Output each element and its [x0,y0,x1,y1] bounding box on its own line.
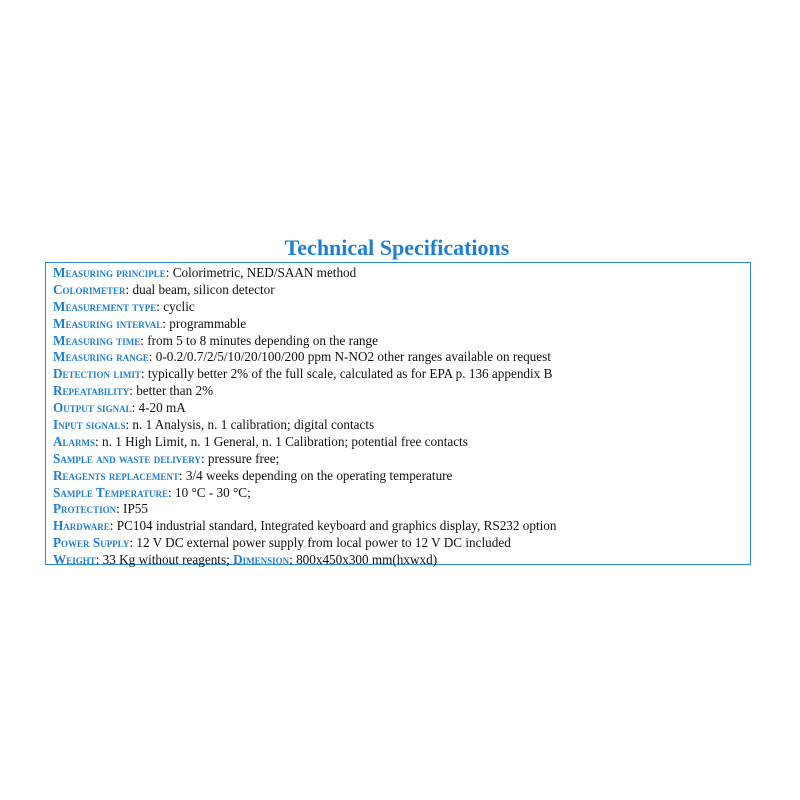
spec-row [53,468,750,485]
spec-label: Measuring range [53,349,149,365]
spec-label: Colorimeter [53,281,126,297]
spec-value: dual beam, silicon detector [132,281,275,297]
spec-value: IP55 [123,501,148,517]
page-title: Technical Specifications [284,235,510,260]
spec-separator: : [129,383,137,399]
spec-row [53,451,750,468]
spec-label: Reagents replacement [53,467,179,483]
spec-value: pressure free; [207,450,280,466]
spec-list [53,265,750,552]
spec-value: 3/4 weeks depending on the operating temperature [185,467,453,483]
spec-row [53,400,750,417]
spec-separator: : [116,501,124,517]
spec-row-weight-dimension [53,552,750,569]
spec-value-weight: 33 Kg without reagents; [102,552,234,568]
spec-separator: : [178,467,186,483]
spec-label: Measuring principle [53,265,166,280]
spec-label: Hardware [53,518,110,534]
spec-label: Alarms [53,433,96,449]
spec-row [53,316,750,333]
spec-separator: : [95,433,102,449]
spec-separator: : [289,552,297,568]
spec-separator: : [156,298,164,314]
spec-separator: : [95,552,103,568]
spec-value: programmable [169,315,247,331]
spec-value: 10 °C - 30 °C; [175,484,251,500]
spec-label: Sample Temperature [53,484,169,500]
spec-row [53,282,750,299]
spec-separator: : [125,281,133,297]
specifications-table [45,262,751,568]
spec-value: 0-0.2/0.7/2/5/10/20/100/200 ppm N-NO2 other ranges available on request [155,349,551,365]
spec-label: Protection [53,501,117,517]
spec-row [53,434,750,451]
spec-separator: : [168,484,175,500]
spec-separator: : [162,315,170,331]
spec-value: Colorimetric, NED/SAAN method [172,265,357,280]
spec-label: Measurement type [53,298,157,314]
spec-value: n. 1 Analysis, n. 1 calibration; digital contacts [132,417,375,433]
spec-value: cyclic [163,298,195,314]
spec-label: Input signals [53,417,126,433]
spec-separator: : [109,518,117,534]
spec-separator: : [125,417,133,433]
spec-value-dimension: 800x450x300 mm(hxwxd) [296,552,438,568]
spec-row [53,383,750,400]
spec-row [53,349,750,366]
spec-separator: : [140,332,148,348]
spec-label-dimension: Dimension [233,552,290,568]
spec-label-weight: Weight [53,552,96,568]
spec-label: Repeatability [53,383,130,399]
spec-row [53,501,750,518]
spec-value: PC104 industrial standard, Integrated keyboard and graphics display, RS232 option [116,518,557,534]
spec-value: typically better 2% of the full scale, calculated as for EPA p. 136 appendix B [147,366,553,382]
spec-label: Power Supply [53,535,130,551]
spec-row [53,518,750,535]
spec-value: better than 2% [136,383,214,399]
spec-row [53,485,750,502]
spec-separator: : [140,366,148,382]
spec-separator: : [129,535,137,551]
spec-separator: : [165,265,173,280]
spec-row [53,535,750,552]
spec-label: Output signal [53,400,132,416]
spec-row [53,417,750,434]
spec-label: Measuring interval [53,315,163,331]
spec-value: n. 1 High Limit, n. 1 General, n. 1 Calibration; potential free contacts [102,433,468,449]
spec-row [53,265,750,282]
spec-row [53,299,750,316]
spec-label: Detection limit [53,366,141,382]
spec-row [53,366,750,383]
spec-separator: : [131,400,139,416]
spec-separator: : [148,349,156,365]
spec-value: 12 V DC external power supply from local power to 12 V DC included [136,535,511,551]
spec-separator: : [200,450,208,466]
spec-row [53,333,750,350]
spec-label: Sample and waste delivery [53,450,201,466]
spec-value: 4-20 mA [138,400,186,416]
spec-value: from 5 to 8 minutes depending on the range [147,332,378,348]
spec-label: Measuring time [53,332,141,348]
